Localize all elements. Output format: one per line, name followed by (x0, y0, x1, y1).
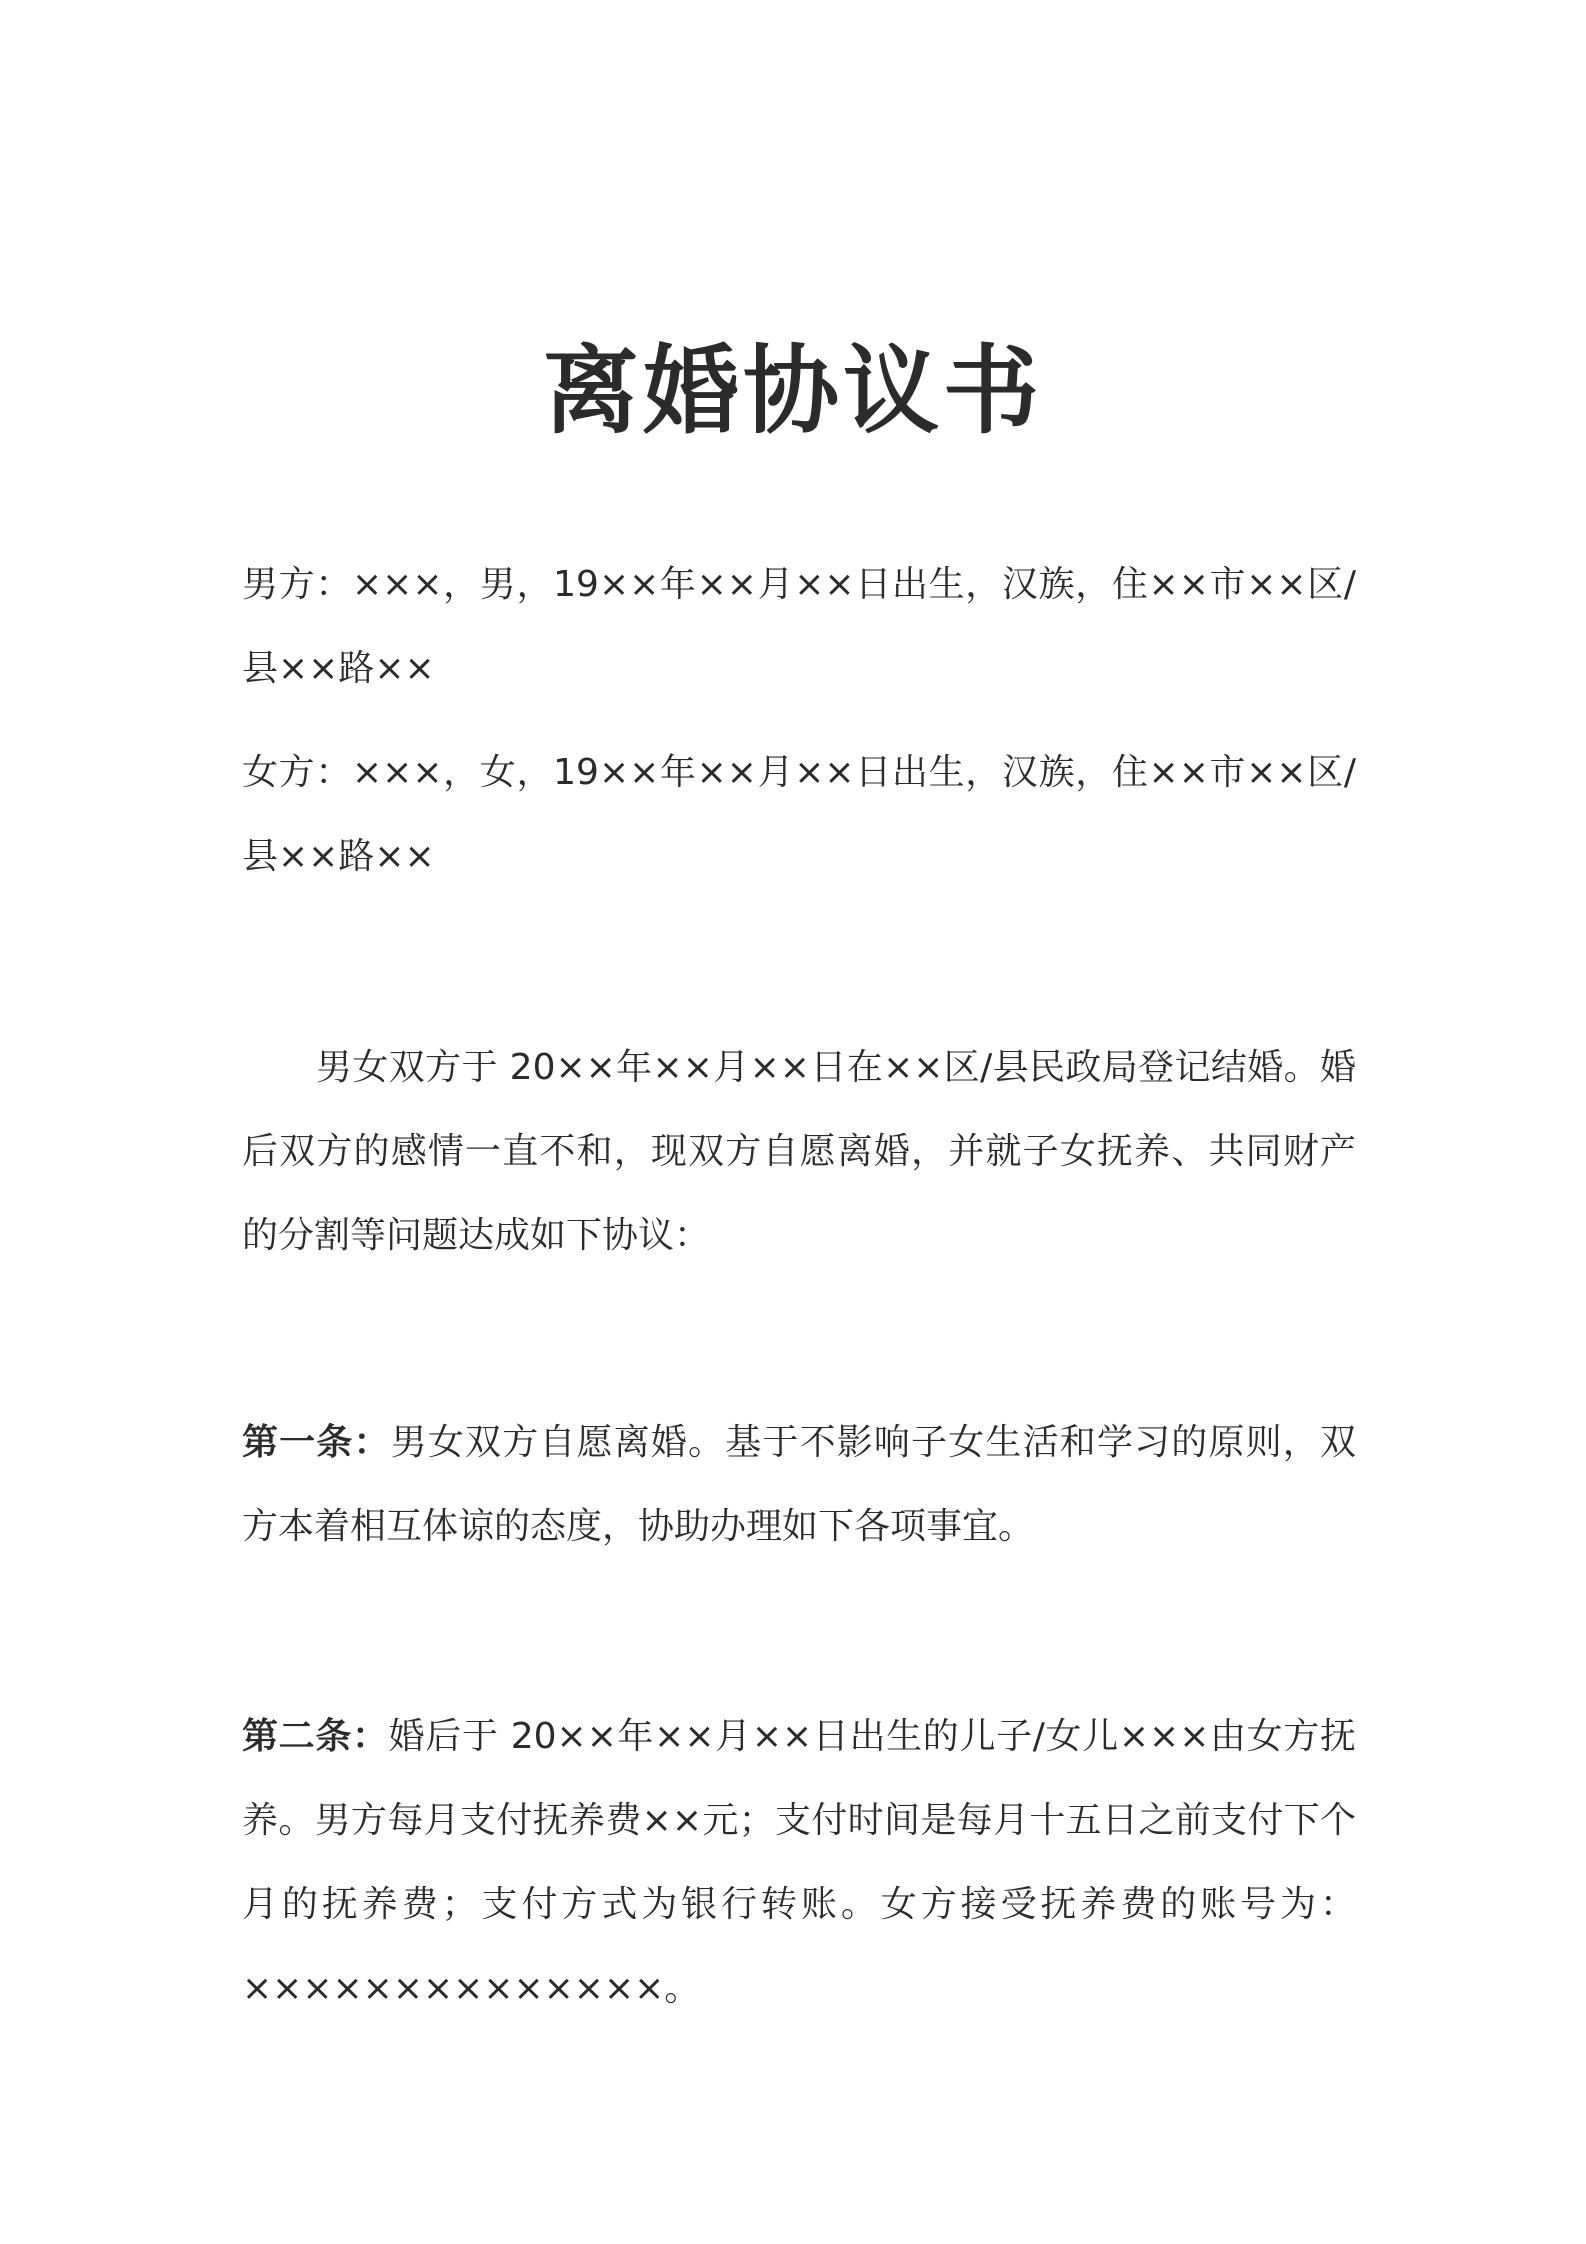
party-female-info: 女方：×××，女，19××年××月××日出生，汉族，住××市××区/县××路×× (242, 752, 1356, 877)
article-1-label: 第一条： (242, 1422, 391, 1463)
article-2-text: 婚后于 20××年××月××日出生的儿子/女儿×××由女方抚养。男方每月支付抚养费××元；支付时间是每月十五日之前支付下个月的抚养费；支付方式为银行转账。女方接受抚养费的账号为：××××××××××××××。 (242, 1716, 1356, 2009)
article-1-text: 男女双方自愿离婚。基于不影响子女生活和学习的原则，双方本着相互体谅的态度，协助办理如下各项事宜。 (242, 1422, 1356, 1547)
article-1 (242, 1401, 1356, 1569)
article-2 (242, 1695, 1356, 2031)
document-title: 离婚协议书 (543, 335, 1043, 448)
article-2-label: 第二条： (242, 1716, 389, 1757)
preamble-paragraph: 男女双方于 20××年××月××日在××区/县民政局登记结婚。婚后双方的感情一直不和，现双方自愿离婚，并就子女抚养、共同财产的分割等问题达成如下协议： (242, 1047, 1356, 1256)
party-male-info: 男方：×××，男，19××年××月××日出生，汉族，住××市××区/县××路×× (242, 564, 1356, 689)
